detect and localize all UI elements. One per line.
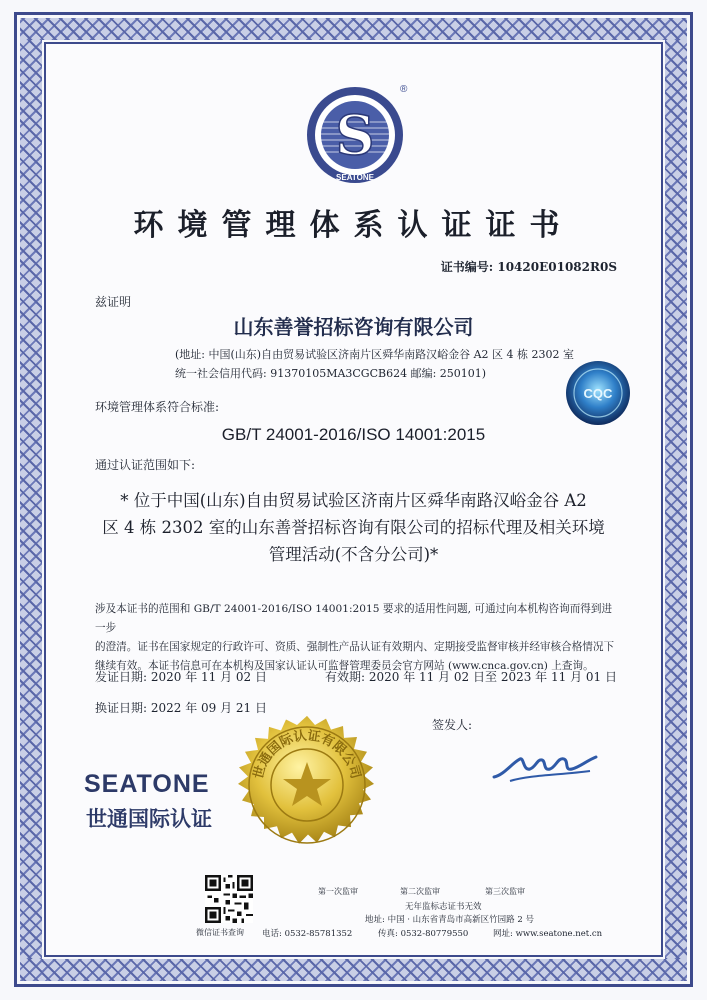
brand-wordmark-zh: 世通国际认证 [86,807,212,831]
qr-code-icon[interactable] [205,875,253,923]
footer-phone: 电话: 0532-85781352 [262,929,353,939]
note-line: 继续有效。本证书信息可在本机构及国家认证认可监督管理委员会官方网站 (www.cnca.gov.cn) 上查询。 [95,660,594,672]
scope-line: 管理活动(不含分公司)* [268,545,439,564]
credit-code: 统一社会信用代码: 91370105MA3CGCB624 邮编: 250101) [175,367,487,380]
svg-text:®: ® [400,84,408,95]
standard-value: GB/T 24001-2016/ISO 14001:2015 [221,425,486,444]
scope-label: 通过认证范围如下: [95,458,196,472]
issue-date: 发证日期: 2020 年 11 月 02 日 [95,670,268,684]
certificate-title: 环境管理体系认证证书 [133,208,574,243]
scope-text [85,487,622,568]
svg-text:CQC: CQC [583,386,613,401]
validity-period: 有效期: 2020 年 11 月 02 日至 2023 年 11 月 01 日 [325,670,617,684]
hologram-icon [563,358,633,428]
qr-label: 微信证书查询 [196,928,244,937]
signer-label: 签发人: [432,718,473,732]
company-address: (地址: 中国(山东)自由贸易试验区济南片区舜华南路汉峪金谷 A2 区 4 栋 2302 室 [175,348,574,361]
gold-seal-icon [222,700,392,870]
brand-wordmark-en: SEATONE [84,770,210,798]
signature-icon [490,745,600,790]
validity-note [95,600,615,676]
certificate-number: 证书编号: 10420E01082R0S [440,260,617,274]
note-line: 的澄清。证书在国家规定的行政许可、资质、强制性产品认证有效期内、定期接受监督审核并经审核合格情况下 [95,641,615,653]
footer-fax: 传真: 0532-80779550 [378,929,469,939]
hereby-certify-label: 兹证明 [95,295,132,309]
scope-line: * 位于中国(山东)自由贸易试验区济南片区舜华南路汉峪金谷 A2 [120,491,587,510]
standard-label: 环境管理体系符合标准: [95,400,220,414]
audit-3-label: 第三次监审 [485,887,525,896]
footer-address: 地址: 中国 · 山东省青岛市高新区竹园路 2 号 [365,915,534,925]
audit-1-label: 第一次监审 [318,887,358,896]
company-name: 山东善誉招标咨询有限公司 [233,315,474,339]
svg-text:S: S [335,103,375,167]
audit-2-label: 第二次监审 [400,887,440,896]
svg-text:SEATONE: SEATONE [336,173,374,182]
scope-line: 区 4 栋 2302 室的山东善誉招标咨询有限公司的招标代理及相关环境 [102,518,605,537]
no-stamp-note: 无年监标志证书无效 [405,902,482,912]
svg-text:世通国际认证有限公司: 世通国际认证有限公司 [251,728,363,781]
footer-website: 网址: www.seatone.net.cn [493,929,603,939]
note-line: 涉及本证书的范围和 GB/T 24001-2016/ISO 14001:2015 要求的适用性问题, 可通过向本机构咨询而得到进一步 [95,603,613,634]
change-date: 换证日期: 2022 年 09 月 21 日 [95,701,268,715]
seatone-logo-icon [300,80,410,190]
